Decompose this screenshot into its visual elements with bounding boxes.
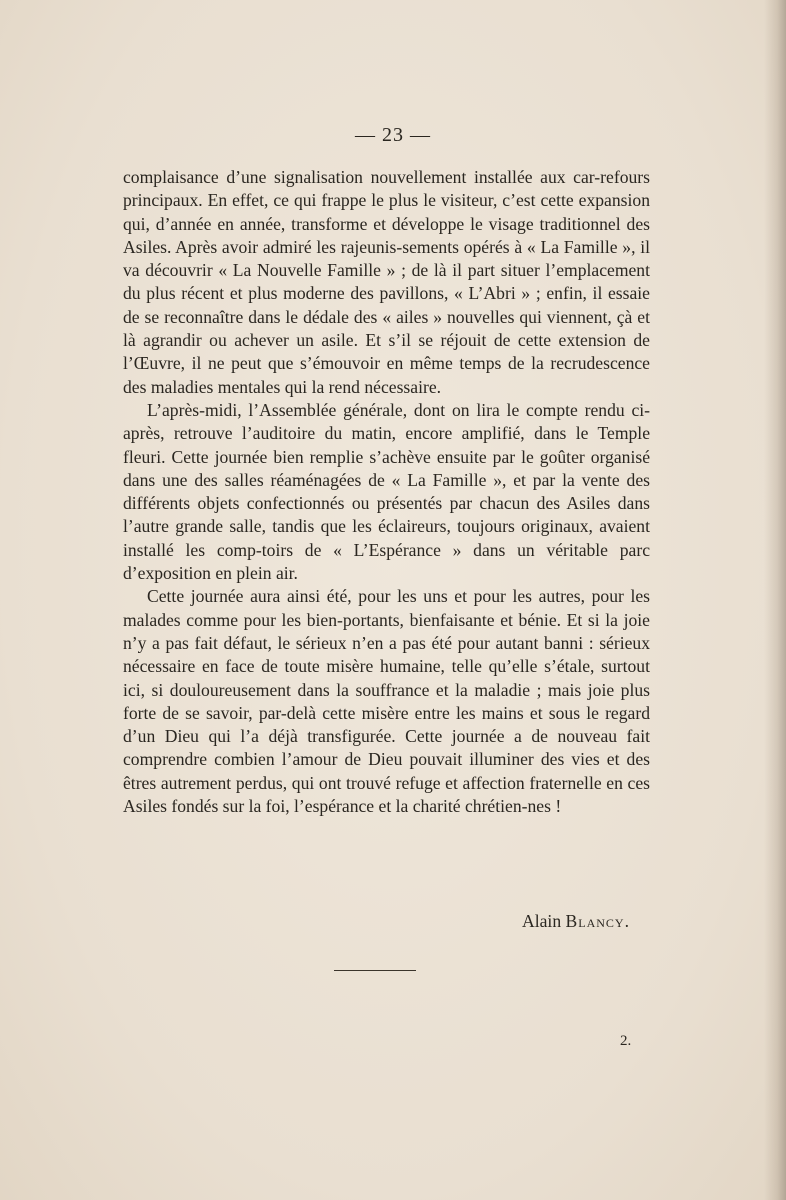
author-last-name: Blancy. [565,911,630,931]
sheet-number: 2. [620,1033,632,1049]
paragraph-3: Cette journée aura ainsi été, pour les uns et pour les autres, pour les malades comme pour les bien-portants, bienfaisante et bénie. Et si la joie n’y a pas fait défaut, le sérieux n’en a pas été pour autant banni : sérieux nécessaire en face de toute misère humaine, telle qu’elle s’étale, surtout ici, si douloureusement dans la souffrance et la maladie ; mais joie plus forte de se savoir, par-delà cette misère entre les mains et sous le regard d’un Dieu qui l’a déjà transfigurée. Cette journée a de nouveau fait comprendre combien l’amour de Dieu pouvait illuminer des vies et des êtres autrement perdus, qui ont trouvé refuge et affection fraternelle en ces Asiles fondés sur la foi, l’espérance et la charité chrétien-nes ! [123,586,650,817]
author-signature [0,911,630,932]
body-text [123,166,650,818]
author-first-name: Alain [522,911,562,931]
paragraph-2: L’après-midi, l’Assemblée générale, dont on lira le compte rendu ci-après, retrouve l’auditoire du matin, encore amplifié, dans le Temple fleuri. Cette journée bien remplie s’achève ensuite par le goûter organisé dans une des salles réaménagées de « La Famille », et par la vente des différents objets confectionnés ou présentés par chacun des Asiles dans l’autre grande salle, tandis que les éclaireurs, toujours originaux, avaient installé les comp-toirs de « L’Espérance » dans un véritable parc d’exposition en plein air. [123,399,650,584]
paragraph-1: complaisance d’une signalisation nouvellement installée aux car-refours principaux. En effet, ce qui frappe le plus le visiteur, c’est cette expansion qui, d’année en année, transforme et développe le visage traditionnel des Asiles. Après avoir admiré les rajeunis-sements opérés à « La Famille », il va découvrir « La Nouvelle Famille » ; de là il part situer l’emplacement du plus récent et plus moderne des pavillons, « L’Abri » ; enfin, il essaie de se reconnaître dans le dédale des « ailes » nouvelles qui viennent, çà et là agrandir ou achever un asile. Et s’il se réjouit de cette extension de l’Œuvre, il ne peut que s’émouvoir en même temps de la recrudescence des maladies mentales qui la rend nécessaire. [123,167,650,397]
page-number: — 23 — [355,124,431,146]
separator-rule [334,970,416,971]
page-edge-shadow [764,0,786,1200]
